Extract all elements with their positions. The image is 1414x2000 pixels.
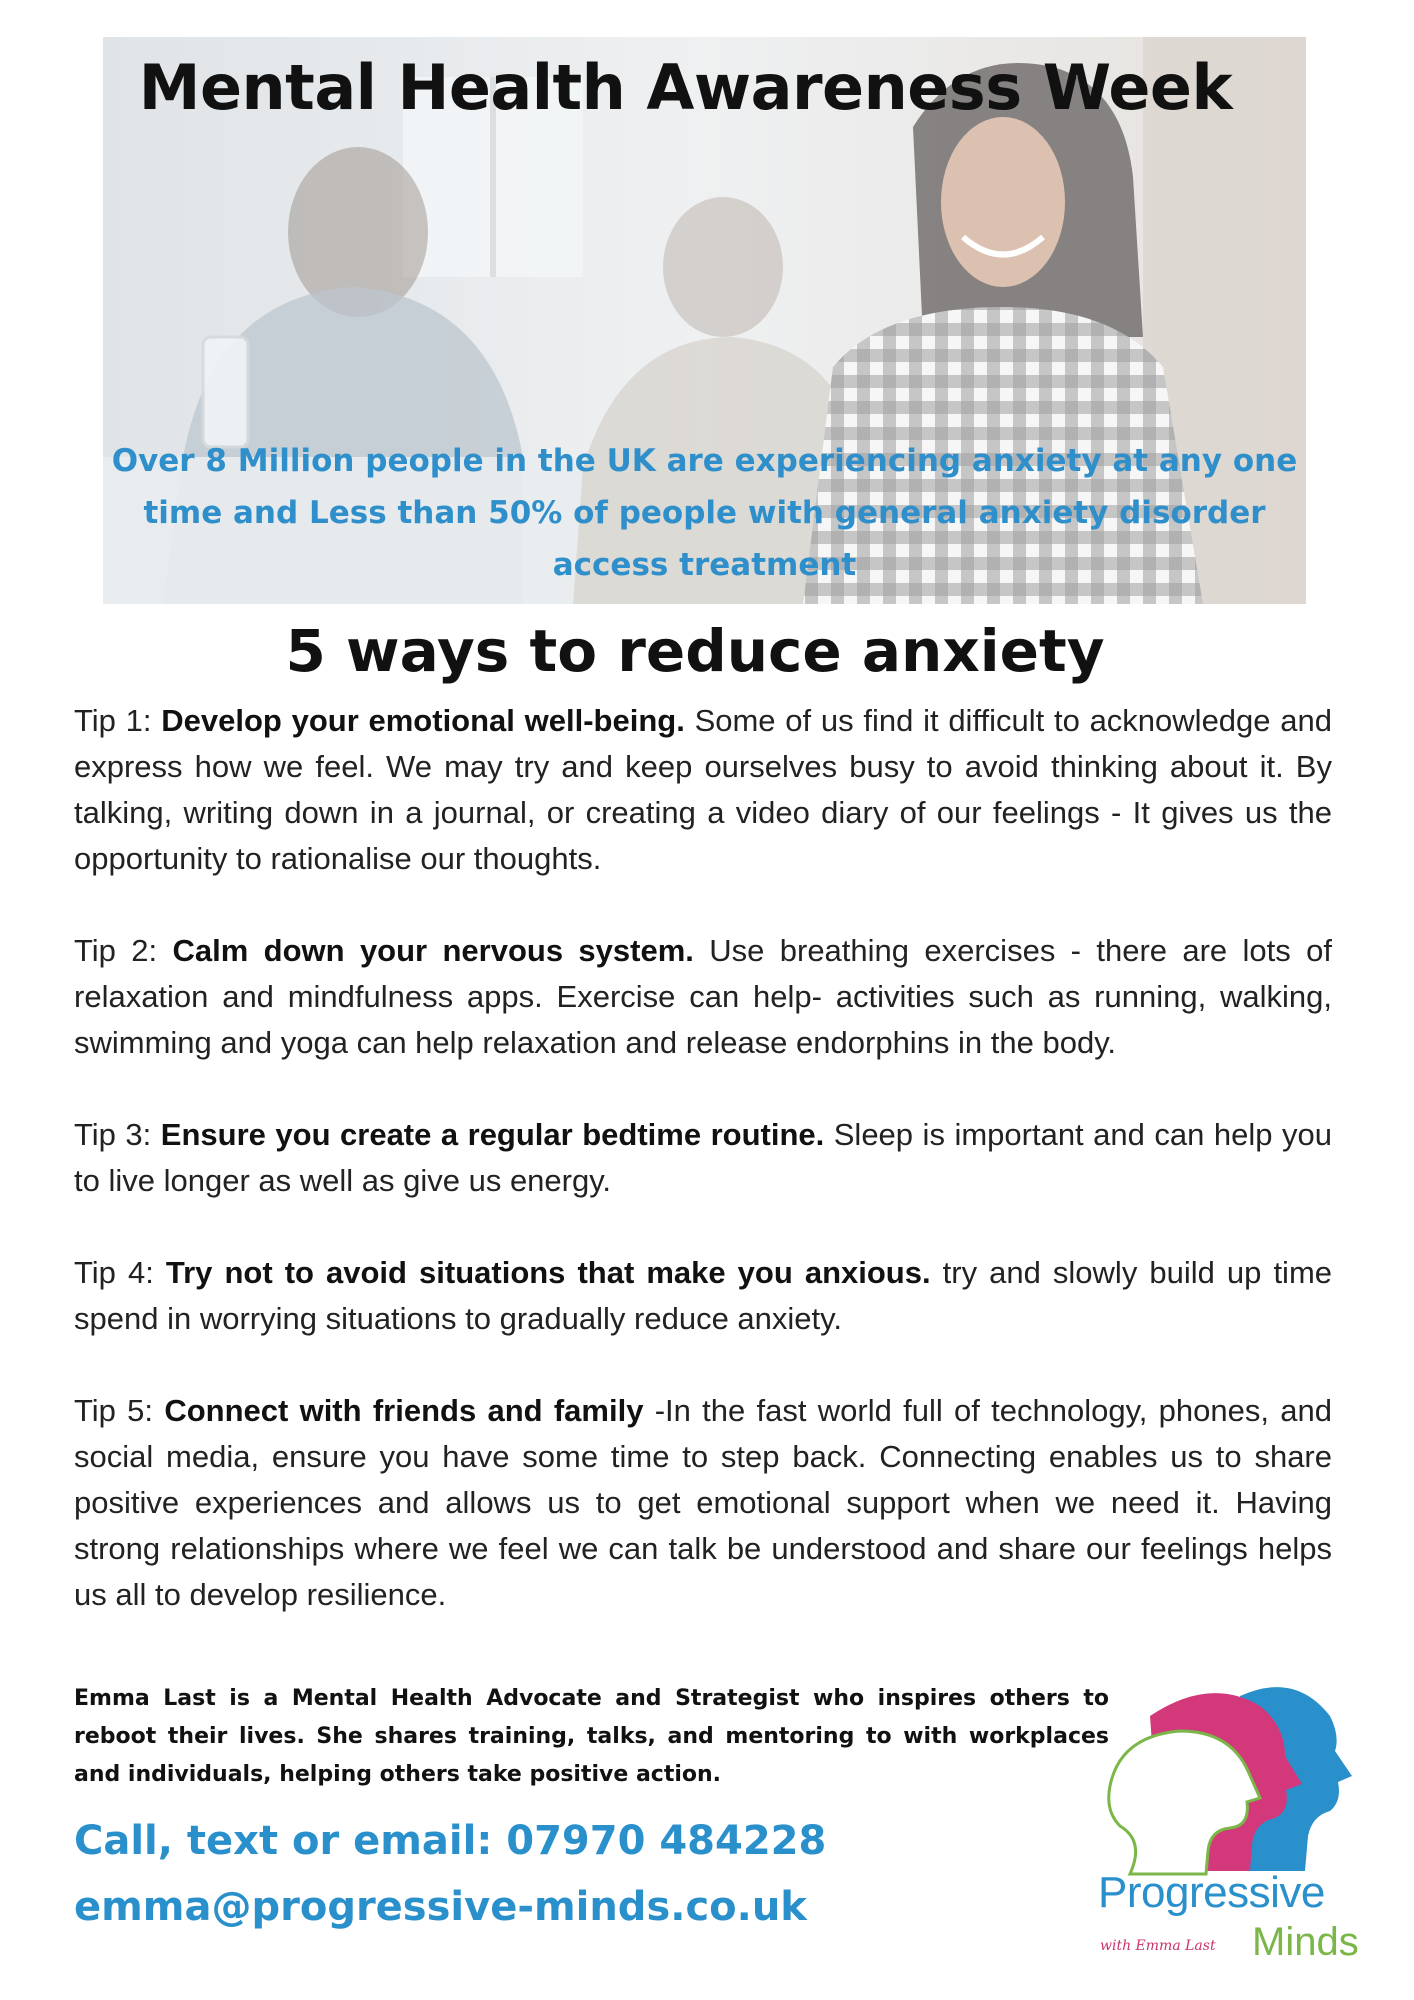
tip-heading: Calm down your nervous system.	[172, 933, 694, 968]
hero-statistic: Over 8 Million people in the UK are experiencing anxiety at any one time and Less than 50% of people with general anxiety disorder access treatment	[111, 443, 1298, 583]
tips-list	[74, 698, 1332, 1618]
tip-prefix: Tip 2:	[74, 933, 173, 968]
tip-prefix: Tip 5:	[74, 1393, 165, 1428]
tip-body: Use breathing exercises - there are lots of relaxation and mindfulness apps. Exercise can help- activities such as running, walking, swimming and yoga can help relaxation and release endorphins in the body.	[74, 933, 1332, 1060]
tip-body: -In the fast world full of technology, phones, and social media, ensure you have some time to step back. Connecting enables us to share positive experiences and allows us to get emotional support when we need it. Having strong relationships where we feel we can talk be understood and share our feelings helps us all to develop resilience.	[74, 1393, 1332, 1612]
hero-title: Mental Health Awareness Week	[138, 51, 1233, 124]
tip-heading: Connect with friends and family	[164, 1393, 644, 1428]
heads-logo-icon	[1090, 1676, 1400, 1876]
tip-body: Sleep is important and can help you to live longer as well as give us energy.	[74, 1117, 1332, 1198]
logo-wordmark-progressive: Progressive	[1098, 1868, 1325, 1917]
tip-3	[74, 1112, 1332, 1204]
hero-banner	[103, 37, 1306, 604]
tip-prefix: Tip 4:	[74, 1255, 166, 1290]
contact-phone[interactable]: Call, text or email: 07970 484228	[74, 1818, 827, 1864]
tip-5	[74, 1388, 1332, 1618]
tip-prefix: Tip 3:	[74, 1117, 161, 1152]
author-bio: Emma Last is a Mental Health Advocate and Strategist who inspires others to reboot their lives. She shares training, talks, and mentoring to with workplaces and individuals, helping others take positive action.	[74, 1686, 1109, 1787]
logo-tagline: with Emma Last	[1100, 1938, 1216, 1954]
tip-heading: Develop your emotional well-being.	[161, 703, 685, 738]
tip-heading: Try not to avoid situations that make you anxious.	[165, 1255, 931, 1290]
tip-2	[74, 928, 1332, 1066]
tip-prefix: Tip 1:	[74, 703, 162, 738]
tip-4	[74, 1250, 1332, 1342]
tip-heading: Ensure you create a regular bedtime routine.	[160, 1117, 825, 1152]
tip-body: Some of us find it difficult to acknowledge and express how we feel. We may try and keep ourselves busy to avoid thinking about it. By talking, writing down in a journal, or creating a video diary of our feelings - It gives us the opportunity to rationalise our thoughts.	[74, 703, 1332, 876]
tip-body: try and slowly build up time spend in worrying situations to gradually reduce anxiety.	[74, 1255, 1333, 1336]
contact-email[interactable]: emma@progressive-minds.co.uk	[74, 1884, 807, 1930]
section-title: 5 ways to reduce anxiety	[285, 617, 1105, 685]
progressive-minds-logo	[1090, 1676, 1400, 1976]
logo-wordmark-minds: Minds	[1252, 1920, 1359, 1964]
tip-1	[74, 698, 1332, 882]
